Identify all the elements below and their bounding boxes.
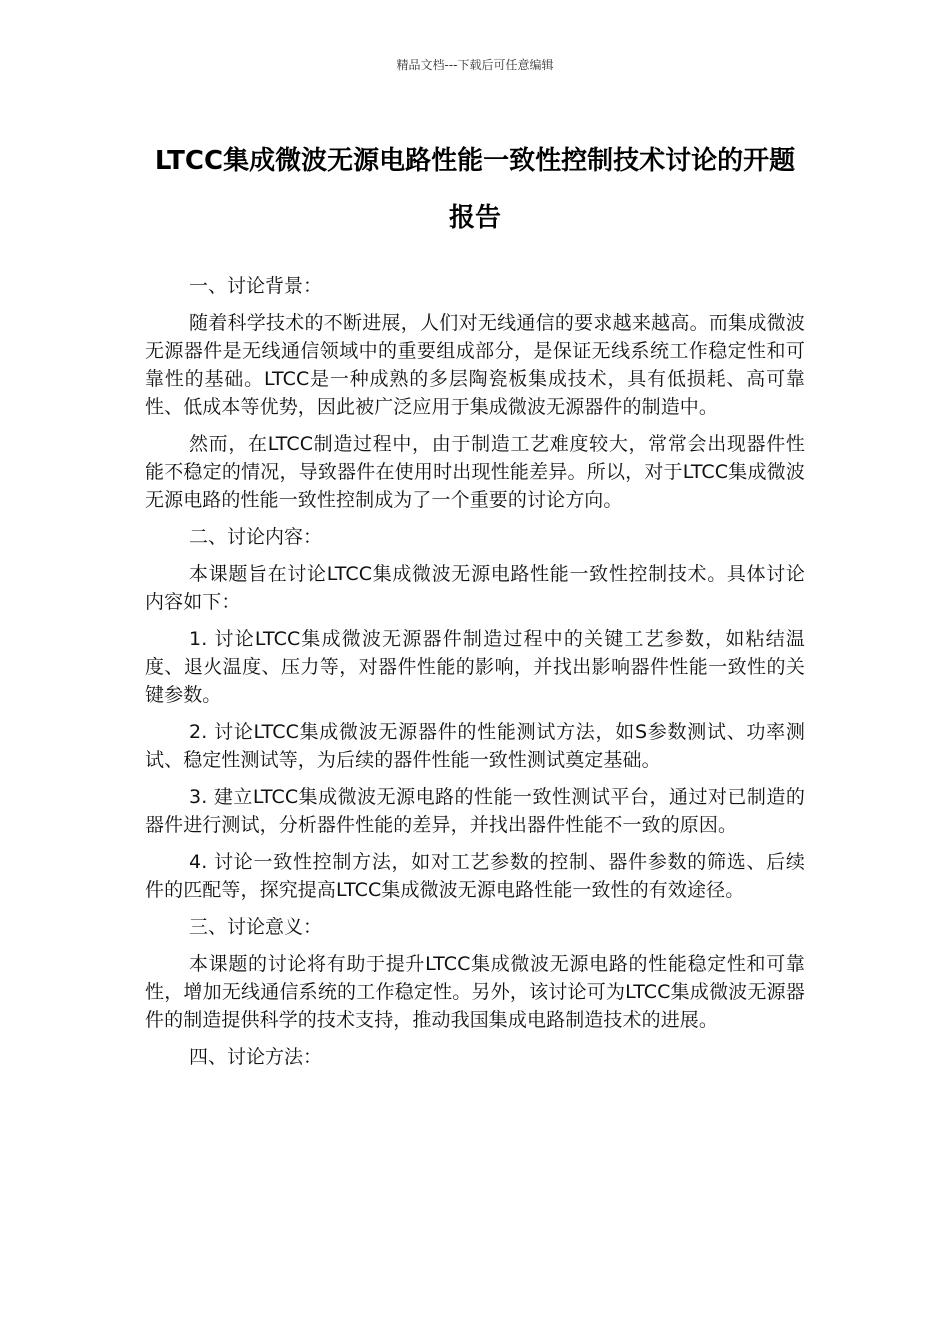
paragraph-significance: 本课题的讨论将有助于提升LTCC集成微波无源电路的性能稳定性和可靠性，增加无线通信系统的工作稳定性。另外，该讨论可为LTCC集成微波无源器件的制造提供科学的技术支持，推动我国集成电路制造技术的进展。 [145,953,805,1031]
paragraph-content-intro: 本课题旨在讨论LTCC集成微波无源电路性能一致性控制技术。具体讨论内容如下： [145,563,805,613]
document-title: LTCC集成微波无源电路性能一致性控制技术讨论的开题报告 [154,146,796,233]
list-item-1: 1. 讨论LTCC集成微波无源器件制造过程中的关键工艺参数，如粘结温度、退火温度、压力等，对器件性能的影响，并找出影响器件性能一致性的关键参数。 [145,628,805,706]
document-body [145,272,805,1080]
list-item-3: 3. 建立LTCC集成微波无源电路的性能一致性测试平台，通过对已制造的器件进行测试，分析器件性能的差异，并找出器件性能不一致的原因。 [145,786,805,836]
section-heading-significance: 三、讨论意义： [189,916,323,938]
page-header-note: 精品文档---下载后可任意编辑 [396,58,554,72]
list-item-2: 2. 讨论LTCC集成微波无源器件的性能测试方法，如S参数测试、功率测试、稳定性测试等，为后续的器件性能一致性测试奠定基础。 [145,721,805,771]
paragraph-background-2: 然而，在LTCC制造过程中，由于制造工艺难度较大，常常会出现器件性能不稳定的情况，导致器件在使用时出现性能差异。所以，对于LTCC集成微波无源电路的性能一致性控制成为了一个重要的讨论方向。 [145,433,805,511]
section-heading-background: 一、讨论背景： [189,275,323,297]
section-heading-content: 二、讨论内容： [189,526,323,548]
paragraph-background-1: 随着科学技术的不断进展，人们对无线通信的要求越来越高。而集成微波无源器件是无线通信领域中的重要组成部分，是保证无线系统工作稳定性和可靠性的基础。LTCC是一种成熟的多层陶瓷板集成技术，具有低损耗、高可靠性、低成本等优势，因此被广泛应用于集成微波无源器件的制造中。 [145,312,805,418]
list-item-4: 4. 讨论一致性控制方法，如对工艺参数的控制、器件参数的筛选、后续件的匹配等，探究提高LTCC集成微波无源电路性能一致性的有效途径。 [145,851,805,901]
section-heading-method: 四、讨论方法： [189,1046,323,1068]
